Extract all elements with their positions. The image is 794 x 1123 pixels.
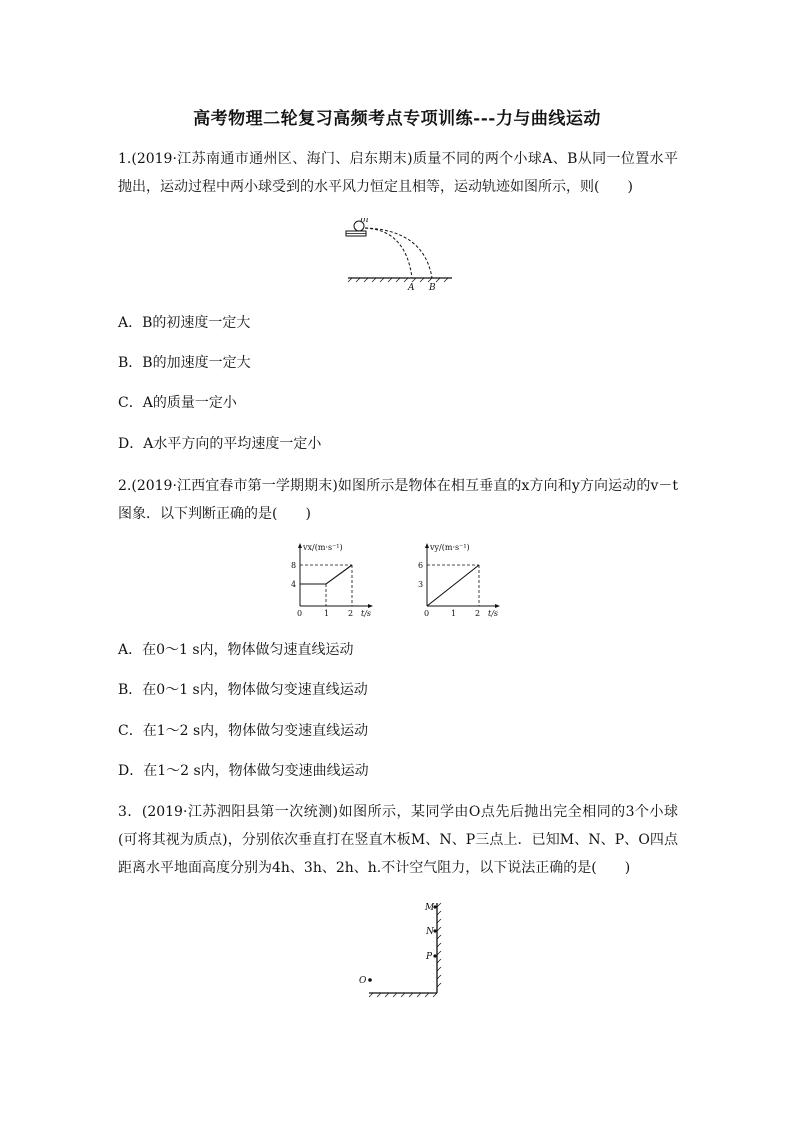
- question-3-stem: 3．(2019·江苏泗阳县第一次统测)如图所示，某同学由O点先后抛出完全相同的3个小球(可将其视为质点)，分别依次垂直打在竖直木板M、N、P三点上．已知M、N、P、O四点距离水平地面高度分别为4h、3h、2h、h.不计空气阻力，以下说法正确的是( ): [118, 804, 678, 876]
- label-p: P: [426, 952, 433, 962]
- q2-option-c: C．在1～2 s内，物体做匀变速直线运动: [118, 723, 369, 739]
- trajectory-b: [365, 228, 432, 278]
- q2-option-d: D．在1～2 s内，物体做匀变速曲线运动: [118, 763, 369, 779]
- point-p: [433, 954, 436, 957]
- vy-tick-1: 1: [451, 609, 457, 618]
- vx-time-label: t/s: [361, 609, 372, 618]
- label-o: O: [359, 976, 367, 986]
- label-m: M: [425, 903, 435, 913]
- vx-tick-1: 1: [324, 609, 330, 618]
- vy-tick-6: 6: [418, 561, 424, 570]
- label-n: N: [426, 927, 434, 937]
- label-a: A: [408, 283, 415, 293]
- trajectory-a: [365, 228, 412, 278]
- vy-tick-2: 2: [475, 609, 481, 618]
- q1-option-c: C．A的质量一定小: [118, 395, 237, 411]
- vy-t-graph: [412, 540, 512, 618]
- question-1-stem: 1.(2019·江苏南通市通州区、海门、启东期末)质量不同的两个小球A、B从同一位置水平抛出，运动过程中两小球受到的水平风力恒定且相等，运动轨迹如图所示，则( ): [118, 151, 678, 195]
- q1-option-b: B．B的加速度一定大: [118, 355, 251, 371]
- vy-time-label: t/s: [488, 609, 499, 618]
- q2-option-a: A．在0～1 s内，物体做匀速直线运动: [118, 642, 354, 658]
- vx-tick-0: 0: [297, 609, 303, 618]
- q1-option-d: D．A水平方向的平均速度一定小: [118, 436, 322, 452]
- label-b: B: [429, 283, 436, 293]
- vy-axis-label: vy/(m·s⁻¹): [430, 543, 470, 552]
- vy-tick-0: 0: [424, 609, 430, 618]
- question-1-figure: [340, 218, 460, 294]
- q1-option-a: A．B的初速度一定大: [118, 315, 251, 331]
- vy-tick-3: 3: [418, 580, 424, 589]
- vx-axis-label: vx/(m·s⁻¹): [303, 543, 343, 552]
- ground-hatching: [348, 278, 448, 282]
- vx-curve: [300, 565, 352, 584]
- vx-tick-8: 8: [291, 561, 297, 570]
- q2-option-b: B．在0～1 s内，物体做匀变速直线运动: [118, 682, 368, 698]
- question-2-stem: 2.(2019·江西宜春市第一学期期末)如图所示是物体在相互垂直的x方向和y方向运动的v－t图象．以下判断正确的是( ): [118, 478, 678, 522]
- point-o: [368, 978, 372, 982]
- vx-t-graph: [285, 540, 385, 618]
- vx-tick-2: 2: [348, 609, 354, 618]
- mass-label: m: [360, 218, 369, 225]
- vx-tick-4: 4: [291, 580, 297, 589]
- question-3-figure: [355, 895, 465, 1003]
- page-title: 高考物理二轮复习高频考点专项训练---力与曲线运动: [193, 109, 601, 129]
- vy-curve: [427, 565, 479, 606]
- point-n: [433, 929, 436, 932]
